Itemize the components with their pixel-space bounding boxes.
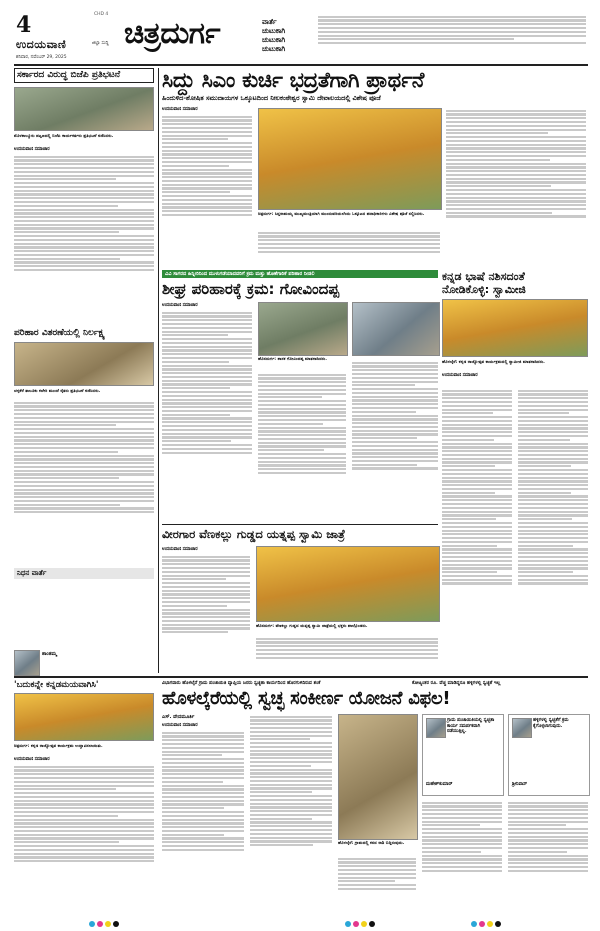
bottom-caption: ಹೊಳಲ್ಕೆರೆ: ಗ್ರಾಮದಲ್ಲಿ ಕಸದ ರಾಶಿ ಬಿದ್ದಿರುವುದು. <box>338 840 405 845</box>
reg-dot-magenta <box>97 921 103 927</box>
district-title: ಚಿತ್ರದುರ್ಗ <box>124 16 221 51</box>
quote1-text: ಗ್ರಾಮ ಪಂಚಾಯಿತಿಯಲ್ಲಿ ಸ್ವಚ್ಛತಾ ಕಾರ್ಯ ಸಮರ್ಪಕವಾಗಿ ನಡೆಯುತ್ತಿಲ್ಲ. <box>447 718 495 734</box>
bottom-body-col5 <box>508 800 588 906</box>
quote2-name: ಶ್ರೀನಿವಾಸ್ <box>512 782 528 787</box>
lead-caption: ಚಿತ್ರದುರ್ಗ: ಸಿದ್ದರಾಮಯ್ಯ ಮುಖ್ಯಮಂತ್ರಿಯಾಗಿ ಮುಂದುವರಿಯಲೆಂದು ಒಕ್ಕೂಟದ ಪದಾಧಿಕಾರಿಗಳು ವಿಶೇಷ ಪೂಜೆ ಸಲ್ಲಿಸಿದರು. <box>258 211 425 216</box>
page-number: 4 <box>16 12 32 38</box>
reg-dot-yellow <box>361 921 367 927</box>
lead-story <box>162 68 588 268</box>
bottom-body-col4 <box>422 800 502 906</box>
lead-subhead: ಹಿಂದುಳಿದ-ಶೋಷಿತ ಸಮುದಾಯಗಳ ಒಕ್ಕೂಟದಿಂದ ನೀಲಕಂಠೇಶ್ವರ ಸ್ವಾಮಿ ದೇವಾಲಯದಲ್ಲಿ ವಿಶೇಷ ಪೂಜೆ <box>162 94 381 102</box>
third-story <box>162 524 438 674</box>
second-photo-2 <box>352 302 440 356</box>
second-body-col1 <box>162 310 252 520</box>
compensation-headline: ಪರಿಹಾರ ವಿತರಣೆಯಲ್ಲಿ ನಿರ್ಲಕ್ಷ್ಯ <box>14 328 105 338</box>
bottom-body-col1 <box>162 730 244 906</box>
reg-dot-black <box>495 921 501 927</box>
third-body-col2 <box>256 636 438 672</box>
lead-byline: ಉದಯವಾಣಿ ಸಮಾಚಾರ <box>162 107 198 112</box>
third-caption: ಹೊಸದುರ್ಗ: ವೆಣಕಲ್ಲು ಗುಡ್ಡದ ಯತ್ನಪ್ಪ ಸ್ವಾಮಿ ಜಾತ್ರೆಯಲ್ಲಿ ಭಕ್ತರು ಪಾಲ್ಗೊಂಡರು. <box>256 623 368 628</box>
lead-headline: ಸಿದ್ದು ಸಿಎಂ ಕುರ್ಚಿ ಭದ್ರತೆಗಾಗಿ ಪ್ರಾರ್ಥನೆ <box>162 68 425 92</box>
quote1-name: ಮಹೇಶ್‌ಕುಮಾರ್ <box>426 782 453 787</box>
bottom-section-rule <box>14 676 588 678</box>
bottom-photo <box>338 714 418 840</box>
reg-dot-magenta <box>353 921 359 927</box>
bottom-kicker-left: ವಿಭಾಗವಾರು ಹೊಳಲ್ಕೆರೆ ಗ್ರಾಮ ಪಂಚಾಯಿತಿ ವ್ಯಾಪ್ತಿಯ ಜನರು ಸ್ವಚ್ಛತಾ ಕಾರ್ಯದಿಂದ ಹೊರಗುಳಿದಿರುವ ಶಂಕೆ <box>162 681 321 686</box>
bottom-headline: ಹೊಳಲ್ಕೆರೆಯಲ್ಲಿ ಸ್ವಚ್ಛ ಸಂಕೀರ್ಣ ಯೋಜನೆ ವಿಫಲ! <box>162 688 451 709</box>
quote-box-2 <box>508 714 590 796</box>
reg-dot-black <box>113 921 119 927</box>
masthead <box>14 10 588 62</box>
left-col-divider <box>158 68 159 673</box>
reg-dot-cyan <box>89 921 95 927</box>
brief-tag-line3: ಚುಟುಕಾಗಿ <box>262 36 286 44</box>
registration-marks-right <box>470 912 502 931</box>
right-byline: ಉದಯವಾಣಿ ಸಮಾಚಾರ <box>442 373 478 378</box>
third-photo <box>256 546 440 622</box>
quote2-photo <box>512 718 532 738</box>
brief-tag-line2: ಚುಟುಕಾಗಿ <box>262 27 286 35</box>
bottom-lead-story <box>162 680 588 908</box>
right-body-col1 <box>442 388 512 673</box>
right-headline-2: ನೋಡಿಕೊಳ್ಳಿ: ಸ್ವಾಮೀಜಿ <box>442 283 526 296</box>
right-photo <box>442 299 588 357</box>
right-caption: ಹೊಳಲ್ಕೆರೆ: ಕನ್ನಡ ರಾಜ್ಯೋತ್ಸವ ಕಾರ್ಯಕ್ರಮದಲ್ಲಿ ಸ್ವಾಮೀಜಿ ಮಾತನಾಡಿದರು. <box>442 359 545 364</box>
brief-tag-line1: ವಾರ್ತೆ <box>262 18 277 26</box>
reg-dot-yellow <box>105 921 111 927</box>
brief-tag-line4: ಚುಟುಕಾಗಿ <box>262 45 286 53</box>
quote-box-1 <box>422 714 504 796</box>
date-line: ಶನಿವಾರ, ನವೆಂಬರ್ 29, 2025 <box>16 55 67 60</box>
paper-name: ಉದಯವಾಣಿ <box>16 38 67 51</box>
right-body-col2 <box>518 388 588 673</box>
right-story <box>442 270 588 675</box>
lead-body-col1 <box>162 114 252 264</box>
brief-tag <box>262 18 312 54</box>
second-photo <box>258 302 348 356</box>
edition-tag: CHD 4 <box>94 12 109 17</box>
section-label: ಜಿಲ್ಲಾ ಸುದ್ದಿ <box>92 41 109 46</box>
bottom-reporter: ಎಸ್. ವೇದಮೂರ್ತಿ <box>162 714 195 720</box>
bottom-left-headline: 'ಬದುಕನ್ನೇ ಕನ್ನಡಮಯವಾಗಿಸಿ' <box>14 680 99 690</box>
masthead-rule <box>14 64 588 66</box>
second-body-col2 <box>258 372 346 520</box>
reg-dot-magenta <box>479 921 485 927</box>
bjp-protest-body <box>14 154 154 324</box>
compensation-caption: ಚಳ್ಳಕೆರೆ ತಾಲೂಕು ಕಚೇರಿ ಮುಂದೆ ರೈತರು ಪ್ರತಿಭಟನೆ ನಡೆಸಿದರು. <box>14 388 101 393</box>
obituary-heading: ನಿಧನ ವಾರ್ತೆ <box>14 568 154 579</box>
bjp-protest-headline: ಸರ್ಕಾರದ ವಿರುದ್ಧ ಬಿಜೆಪಿ ಪ್ರತಿಭಟನೆ <box>14 68 154 83</box>
bottom-kicker-right: ಕೋಟ್ಯಂತರ ರೂ. ವೆಚ್ಚ ಮಾಡಿದ್ದರೂ ಹಳ್ಳಿಗಳಲ್ಲಿ ಸ್ವಚ್ಛತೆ ಇಲ್ಲ <box>412 681 501 686</box>
bjp-protest-byline: ಉದಯವಾಣಿ ಸಮಾಚಾರ <box>14 147 50 152</box>
second-headline: ಶೀಘ್ರ ಪರಿಹಾರಕ್ಕೆ ಕ್ರಮ: ಗೋವಿಂದಪ್ಪ <box>162 280 340 298</box>
compensation-photo <box>14 342 154 386</box>
reg-dot-yellow <box>487 921 493 927</box>
lead-body-col3 <box>446 108 586 266</box>
third-body-col1 <box>162 554 250 672</box>
left-column <box>14 68 154 673</box>
second-kicker: ವಿವಿ ಸಾಗರದ ಹಿನ್ನೀರಿನಿಂದ ಮುಳುಗಡೆಯಾದವರಿಗೆ ಕ್ರಮ ಮತ್ತು ಹೊಣೆಗಾರಿಕೆ ಪರಿಹಾರ ನೀಡಲಿ <box>162 270 438 278</box>
quote2-text: ಹಳ್ಳಿಗಳಲ್ಲಿ ಸ್ವಚ್ಛತೆಗೆ ಕ್ರಮ ಕೈಗೊಳ್ಳಲಾಗುವುದು. <box>533 718 569 729</box>
bjp-protest-photo <box>14 87 154 131</box>
obituary-photo <box>14 650 40 676</box>
bottom-left-photo <box>14 693 154 741</box>
bottom-left-story <box>14 680 154 908</box>
compensation-body <box>14 400 154 565</box>
third-headline: ವೀರಗಾರ ವೆಣಕಲ್ಲು ಗುಡ್ಡದ ಯತ್ನಪ್ಪ ಸ್ವಾಮಿ ಜಾತ್ರೆ <box>162 524 438 541</box>
bjp-protest-caption: ಮೊಳಕಾಲ್ಮೂರು ಪಟ್ಟಣದಲ್ಲಿ ಬಿಜೆಪಿ ಕಾರ್ಯಕರ್ತರು ಪ್ರತಿಭಟನೆ ನಡೆಸಿದರು. <box>14 133 114 138</box>
obituary-name: ಶಾಂತಮ್ಮ <box>42 651 57 657</box>
reg-dot-cyan <box>345 921 351 927</box>
bottom-body-col2 <box>250 714 332 906</box>
reg-dot-black <box>369 921 375 927</box>
registration-marks-left <box>88 912 120 931</box>
bottom-byline: ಉದಯವಾಣಿ ಸಮಾಚಾರ <box>162 723 198 728</box>
second-story <box>162 270 438 520</box>
bottom-left-caption: ಚಿತ್ರದುರ್ಗ: ಕನ್ನಡ ರಾಜ್ಯೋತ್ಸವ ಕಾರ್ಯಕ್ರಮ ಉದ್ಘಾಟಿಸಲಾಯಿತು. <box>14 743 103 748</box>
second-body-col3 <box>352 360 438 520</box>
lead-body-col2 <box>258 230 440 266</box>
right-headline-1: ಕನ್ನಡ ಭಾಷೆ ನಶಿಸದಂತೆ <box>442 270 525 283</box>
bottom-left-body <box>14 764 154 909</box>
bottom-body-col3 <box>338 856 416 906</box>
briefs-text <box>318 14 586 60</box>
bottom-left-byline: ಉದಯವಾಣಿ ಸಮಾಚಾರ <box>14 757 50 762</box>
second-byline: ಉದಯವಾಣಿ ಸಮಾಚಾರ <box>162 303 198 308</box>
registration-marks-center <box>344 912 376 931</box>
third-byline: ಉದಯವಾಣಿ ಸಮಾಚಾರ <box>162 547 198 552</box>
quote1-photo <box>426 718 446 738</box>
lead-photo <box>258 108 442 210</box>
reg-dot-cyan <box>471 921 477 927</box>
second-caption: ಹೊಸದುರ್ಗ: ಶಾಸಕ ಗೋವಿಂದಪ್ಪ ಮಾತನಾಡಿದರು. <box>258 356 327 361</box>
